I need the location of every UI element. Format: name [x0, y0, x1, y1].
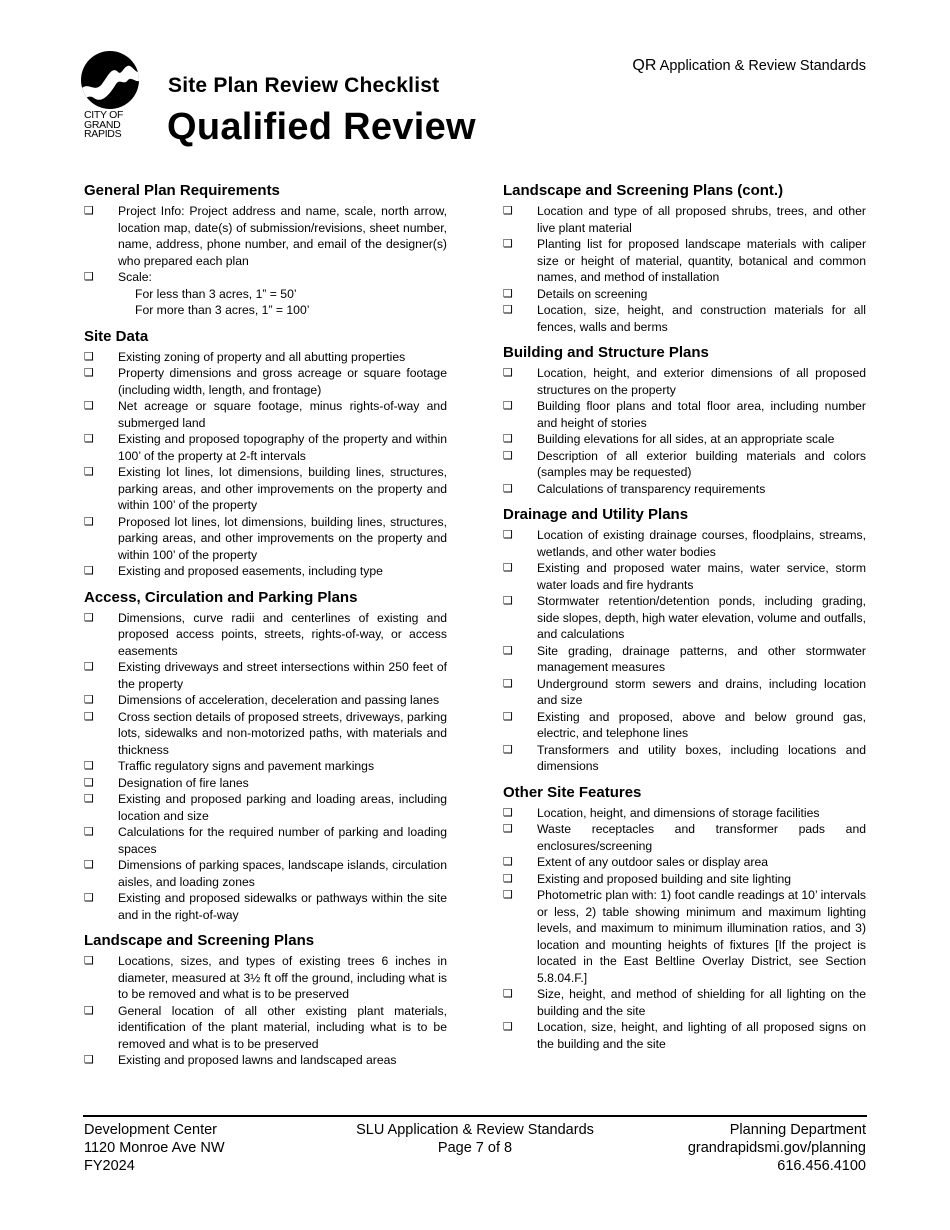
section-access-circulation-and-parking-plans — [84, 589, 447, 924]
checkbox-icon[interactable]: ❑ — [503, 709, 513, 723]
checkbox-icon[interactable]: ❑ — [84, 514, 94, 528]
checklist-item — [84, 890, 447, 923]
checklist-item-text: Location, size, height, and lighting of all proposed signs on the building and the site — [537, 1020, 866, 1051]
checklist-item-text: Calculations for the required number of parking and loading spaces — [118, 825, 447, 856]
checkbox-icon[interactable]: ❑ — [84, 610, 94, 624]
checklist-item-text: Proposed lot lines, lot dimensions, building lines, structures, parking areas, and other improvements on the property and within 100’ of the property — [118, 514, 447, 562]
checklist-item-text: Underground storm sewers and drains, including location and size — [537, 676, 866, 707]
logo-wordmark: CITY OF GRAND RAPIDS — [84, 109, 124, 140]
checklist-item-text: General location of all other existing plant materials, identification of the plant material, including what is to be removed and what is to be preserved — [118, 1003, 447, 1051]
checklist-item-text: Traffic regulatory signs and pavement markings — [118, 759, 375, 773]
page-subtitle: Site Plan Review Checklist — [168, 74, 440, 97]
checkbox-icon[interactable]: ❑ — [503, 805, 513, 819]
checklist-item — [84, 953, 447, 1003]
checklist-item-text: Net acreage or square footage, minus rights-of-way and submerged land — [118, 399, 447, 430]
checklist-item — [503, 1019, 866, 1052]
checklist-item — [503, 286, 866, 303]
checklist-item — [503, 643, 866, 676]
checkbox-icon[interactable]: ❑ — [503, 448, 513, 462]
checklist-item — [503, 448, 866, 481]
checkbox-icon[interactable]: ❑ — [503, 366, 513, 379]
checkbox-icon[interactable]: ❑ — [503, 481, 513, 495]
footer-left: Development Center 1120 Monroe Ave NW FY2024 — [84, 1122, 225, 1174]
checkbox-icon[interactable]: ❑ — [84, 709, 94, 723]
checklist-item — [84, 464, 447, 514]
checklist-item-text: Project Info: Project address and name, scale, north arrow, location map, date(s) of submission/revisions, sheet number, name, address, phone number, and email of the designer(s) who prepared each plan — [118, 204, 447, 268]
scale-option: For more than 3 acres, 1” = 100’ — [135, 303, 310, 317]
checklist-item-text: Details on screening — [537, 286, 648, 301]
checkbox-icon[interactable]: ❑ — [503, 987, 513, 1000]
checklist-item — [84, 709, 447, 759]
checklist-item — [84, 659, 447, 692]
checklist-item-text: Existing and proposed water mains, water service, storm water loads and fire hydrants — [537, 561, 866, 592]
checklist-item-text: Existing and proposed lawns and landscaped areas — [118, 1053, 397, 1067]
checkbox-icon[interactable]: ❑ — [503, 871, 513, 885]
checklist-item — [84, 610, 447, 660]
checklist-item-text: Stormwater retention/detention ponds, including grading, side slopes, depth, high water elevation, volume and outfalls, and calculations — [537, 594, 866, 641]
checklist-item-text: Photometric plan with: 1) foot candle readings at 10’ intervals or less, 2) table showing minimum and maximum lighting levels, and maximum to minimum illumination ratios, and 3) location and mounting heights of fixtures [If the project is located in the East Beltline Overlay District, see Section 5.8.04.F.] — [537, 888, 866, 985]
checklist-item — [503, 431, 866, 448]
checkbox-icon[interactable]: ❑ — [84, 270, 94, 283]
checkbox-icon[interactable]: ❑ — [503, 399, 513, 412]
section-title: Landscape and Screening Plans (cont.) — [503, 182, 784, 199]
checkbox-icon[interactable]: ❑ — [503, 528, 513, 541]
checklist-item — [84, 791, 447, 824]
checklist-item-text: Location, height, and dimensions of storage facilities — [537, 805, 820, 820]
checklist-item — [503, 854, 866, 871]
checkbox-icon[interactable]: ❑ — [84, 366, 94, 379]
checklist-item-text: Location, size, height, and construction materials for all fences, walls and berms — [537, 303, 866, 334]
checklist-item — [503, 236, 866, 286]
checkbox-icon[interactable]: ❑ — [503, 888, 513, 901]
section-landscape-and-screening-plans-cont — [503, 182, 866, 335]
section-landscape-and-screening-plans — [84, 932, 447, 1069]
checkbox-icon[interactable]: ❑ — [503, 855, 513, 868]
checkbox-icon[interactable]: ❑ — [503, 1020, 513, 1033]
checklist-item — [503, 742, 866, 775]
section-title: Building and Structure Plans — [503, 344, 709, 361]
checklist-item — [503, 481, 866, 498]
checklist-item-text: Dimensions, curve radii and centerlines of existing and proposed access points, streets, rights-of-way, or access easements — [118, 610, 447, 658]
checklist-item — [84, 349, 447, 366]
checklist-item-text: Existing lot lines, lot dimensions, building lines, structures, parking areas, and other improvements on the property and within 100’ of the property — [118, 465, 447, 512]
checkbox-icon[interactable]: ❑ — [503, 561, 513, 574]
checkbox-icon[interactable]: ❑ — [503, 594, 513, 607]
checklist-item — [503, 203, 866, 236]
section-title: Site Data — [84, 327, 149, 345]
checklist-item — [503, 821, 866, 854]
checklist-item-text: Locations, sizes, and types of existing trees 6 inches in diameter, measured at 3½ ft off the ground, including what is to be removed and what is to be preserved — [118, 954, 447, 1001]
checklist-item — [84, 1003, 447, 1053]
checklist-item — [503, 676, 866, 709]
checklist-item — [503, 871, 866, 888]
checklist-item-text: Planting list for proposed landscape materials with caliper size or height of material, quantity, botanical and common names, and method of installation — [537, 237, 866, 284]
checklist-item-text: Existing driveways and street intersections within 250 feet of the property — [118, 660, 447, 691]
checklist-item — [503, 398, 866, 431]
checklist-item — [503, 527, 866, 560]
checklist-item-text: Scale: — [118, 270, 152, 284]
checkbox-icon[interactable]: ❑ — [84, 349, 94, 363]
section-title: Access, Circulation and Parking Plans — [84, 588, 358, 606]
checklist-item — [84, 365, 447, 398]
checkbox-icon[interactable]: ❑ — [84, 792, 94, 805]
checklist-item-text: Existing and proposed easements, including type — [118, 564, 383, 578]
checklist-item — [84, 857, 447, 890]
checklist-item-text: Existing and proposed building and site lighting — [537, 871, 792, 886]
checklist-item-text: Calculations of transparency requirements — [537, 481, 766, 496]
checkbox-icon[interactable]: ❑ — [503, 237, 513, 250]
page-title: Qualified Review — [167, 106, 476, 148]
checkbox-icon[interactable]: ❑ — [84, 693, 94, 706]
footer-right: Planning Department grandrapidsmi.gov/planning 616.456.4100 — [687, 1122, 866, 1174]
checklist-item — [503, 887, 866, 986]
section-title: Other Site Features — [503, 783, 642, 801]
checklist-item-text: Transformers and utility boxes, including locations and dimensions — [537, 742, 866, 773]
checklist-item — [84, 692, 447, 709]
checklist-item — [84, 269, 447, 286]
checklist-item — [503, 593, 866, 643]
checkbox-icon[interactable]: ❑ — [503, 676, 513, 690]
checkbox-icon[interactable]: ❑ — [84, 465, 94, 478]
checklist-item — [84, 203, 447, 269]
scale-option: For less than 3 acres, 1” = 50’ — [135, 286, 297, 301]
checkbox-icon[interactable]: ❑ — [503, 742, 513, 756]
checkbox-icon[interactable]: ❑ — [84, 1003, 94, 1017]
checklist-item-text: Location of existing drainage courses, floodplains, streams, wetlands, and other water bodies — [537, 528, 866, 559]
checklist-item — [503, 365, 866, 398]
checkbox-icon[interactable]: ❑ — [84, 399, 94, 412]
section-site-data — [84, 328, 447, 580]
right-column — [503, 182, 866, 1061]
checklist-item — [503, 302, 866, 335]
checkbox-icon[interactable]: ❑ — [84, 891, 94, 904]
checklist-item — [503, 986, 866, 1019]
checklist-item-text: Site grading, drainage patterns, and other stormwater management measures — [537, 643, 866, 674]
checklist-item-text: Description of all exterior building materials and colors (samples may be requested) — [537, 448, 866, 479]
checklist-item — [84, 1052, 447, 1069]
section-drainage-and-utility-plans — [503, 506, 866, 775]
checklist-item — [84, 563, 447, 580]
checkbox-icon[interactable]: ❑ — [503, 432, 513, 445]
checklist-item-text: Location and type of all proposed shrubs, trees, and other live plant material — [537, 204, 866, 235]
checklist-item-text: Existing and proposed parking and loading areas, including location and size — [118, 792, 447, 823]
checkbox-icon[interactable]: ❑ — [84, 759, 94, 772]
checklist-item — [84, 431, 447, 464]
header-doc-label: QR Application & Review Standards — [632, 57, 866, 74]
checklist-item-text: Cross section details of proposed streets, driveways, parking lots, sidewalks and non-motorized paths, with materials and thickness — [118, 709, 447, 757]
checklist-item-text: Designation of fire lanes — [118, 775, 249, 790]
checkbox-icon[interactable]: ❑ — [84, 432, 94, 445]
checkbox-icon[interactable]: ❑ — [84, 954, 94, 967]
checklist-item — [503, 709, 866, 742]
checklist-item-text: Existing and proposed sidewalks or pathways within the site and in the right-of-way — [118, 891, 447, 922]
checklist-item-text: Extent of any outdoor sales or display area — [537, 855, 769, 869]
section-title: Drainage and Utility Plans — [503, 506, 689, 523]
checklist-item-text: Existing and proposed, above and below ground gas, electric, and telephone lines — [537, 709, 866, 740]
checklist-item-text: Waste receptacles and transformer pads and enclosures/screening — [537, 822, 866, 853]
checklist-item-text: Building floor plans and total floor area, including number and height of stories — [537, 399, 866, 430]
checkbox-icon[interactable]: ❑ — [84, 1053, 94, 1066]
checkbox-icon[interactable]: ❑ — [503, 303, 513, 316]
checkbox-icon[interactable]: ❑ — [503, 822, 513, 835]
left-column — [84, 182, 447, 1078]
checklist-item-text: Dimensions of parking spaces, landscape islands, circulation aisles, and loading zones — [118, 858, 447, 889]
section-title: Landscape and Screening Plans — [84, 932, 315, 949]
checklist-item — [503, 560, 866, 593]
checklist-item — [84, 775, 447, 792]
checkbox-icon[interactable]: ❑ — [84, 775, 94, 789]
checkbox-icon[interactable]: ❑ — [84, 660, 94, 673]
checkbox-icon[interactable]: ❑ — [84, 564, 94, 577]
checklist-item — [84, 824, 447, 857]
checklist-item-text: Existing zoning of property and all abutting properties — [118, 349, 406, 364]
checklist-item-text: Dimensions of acceleration, deceleration and passing lanes — [118, 693, 440, 707]
checklist-item-text: Location, height, and exterior dimensions of all proposed structures on the property — [537, 366, 866, 397]
section-other-site-features — [503, 784, 866, 1053]
section-general-plan-requirements — [84, 182, 447, 319]
checkbox-icon[interactable]: ❑ — [84, 825, 94, 838]
checkbox-icon[interactable]: ❑ — [84, 204, 94, 217]
footer-center: SLU Application & Review Standards Page 7 of 8 — [356, 1122, 594, 1156]
checkbox-icon[interactable]: ❑ — [503, 643, 513, 657]
checkbox-icon[interactable]: ❑ — [503, 204, 513, 217]
checklist-item — [84, 758, 447, 775]
checklist-item-text: Property dimensions and gross acreage or square footage (including width, length, and frontage) — [118, 366, 447, 397]
checklist-item — [84, 398, 447, 431]
checklist-item — [84, 514, 447, 564]
checklist-item-text: Size, height, and method of shielding for all lighting on the building and the site — [537, 987, 866, 1018]
section-building-and-structure-plans — [503, 344, 866, 497]
checkbox-icon[interactable]: ❑ — [84, 858, 94, 871]
section-title: General Plan Requirements — [84, 182, 280, 199]
checklist-item — [503, 805, 866, 822]
checklist-item-text: Building elevations for all sides, at an appropriate scale — [537, 432, 835, 446]
checklist-item-text: Existing and proposed topography of the property and within 100’ of the property at 2-ft intervals — [118, 432, 447, 463]
footer-divider — [83, 1115, 867, 1117]
checkbox-icon[interactable]: ❑ — [503, 286, 513, 300]
